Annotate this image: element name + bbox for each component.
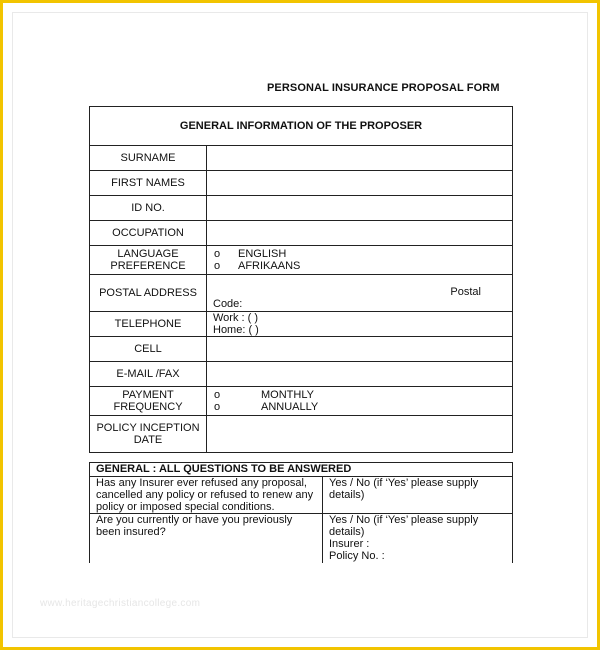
language-label (90, 246, 207, 275)
option-label: ANNUALLY (261, 401, 319, 413)
question-insured (90, 514, 323, 563)
proposer-info-table (89, 106, 513, 453)
payment-frequency-label (90, 387, 207, 416)
row-first-names (90, 171, 513, 196)
postal-word: Postal (450, 286, 481, 298)
answer-line: details) (329, 489, 365, 501)
question-row-insured (90, 514, 513, 563)
id-no-field[interactable] (207, 196, 513, 221)
row-cell (90, 337, 513, 362)
postal-address-label: POSTAL ADDRESS (90, 275, 207, 312)
telephone-label: TELEPHONE (90, 312, 207, 337)
cell-label: CELL (90, 337, 207, 362)
section-title: GENERAL INFORMATION OF THE PROPOSER (90, 107, 513, 146)
email-fax-field[interactable] (207, 362, 513, 387)
question-line: Has any Insurer ever refused any proposal, (96, 477, 307, 489)
language-label-line2: PREFERENCE (110, 260, 186, 272)
checkbox-icon: o (214, 260, 221, 272)
postal-address-field[interactable] (207, 275, 513, 312)
first-names-field[interactable] (207, 171, 513, 196)
row-language (90, 246, 513, 275)
occupation-label: OCCUPATION (90, 221, 207, 246)
id-no-label: ID NO. (90, 196, 207, 221)
cell-field[interactable] (207, 337, 513, 362)
row-occupation (90, 221, 513, 246)
insurer-label: Insurer : (329, 538, 370, 550)
telephone-work: Work : ( ) (213, 312, 259, 324)
row-surname (90, 146, 513, 171)
question-line: been insured? (96, 526, 166, 538)
language-option-english[interactable] (207, 248, 512, 260)
answer-line: Yes / No (if ‘Yes’ please supply (329, 477, 479, 489)
inception-label-line1: POLICY INCEPTION (96, 422, 200, 434)
question-line: cancelled any policy or refused to renew any (96, 489, 314, 501)
answer-line: Yes / No (if ‘Yes’ please supply (329, 514, 479, 526)
first-names-label: FIRST NAMES (90, 171, 207, 196)
row-email-fax (90, 362, 513, 387)
row-postal-address (90, 275, 513, 312)
inception-label-line2: DATE (133, 434, 163, 446)
payment-option-monthly[interactable] (207, 389, 512, 401)
payment-options (207, 387, 513, 416)
language-label-line1: LANGUAGE (117, 248, 179, 260)
email-fax-label: E-MAIL /FAX (90, 362, 207, 387)
postal-code-label: Code: (213, 298, 243, 310)
checkbox-icon: o (214, 401, 221, 413)
answer-insured[interactable] (323, 514, 513, 563)
question-row-refused (90, 477, 513, 514)
answer-line: details) (329, 526, 365, 538)
policy-inception-field[interactable] (207, 416, 513, 453)
payment-option-annually[interactable] (207, 401, 512, 413)
telephone-field[interactable] (207, 312, 513, 337)
form-title: PERSONAL INSURANCE PROPOSAL FORM (267, 82, 500, 94)
option-label: ENGLISH (238, 248, 287, 260)
policy-no-label: Policy No. : (329, 550, 385, 562)
row-policy-inception (90, 416, 513, 453)
option-label: AFRIKAANS (238, 260, 301, 272)
row-id-no (90, 196, 513, 221)
questions-header-row (90, 463, 513, 477)
questions-table (89, 462, 513, 563)
section-header-row (90, 107, 513, 146)
language-option-afrikaans[interactable] (207, 260, 512, 272)
surname-field[interactable] (207, 146, 513, 171)
language-options (207, 246, 513, 275)
checkbox-icon: o (214, 248, 221, 260)
question-line: Are you currently or have you previously (96, 514, 293, 526)
option-label: MONTHLY (261, 389, 314, 401)
questions-header: GENERAL : ALL QUESTIONS TO BE ANSWERED (90, 463, 513, 477)
policy-inception-label (90, 416, 207, 453)
question-line: policy or imposed special conditions. (96, 501, 275, 513)
answer-refused[interactable] (323, 477, 513, 514)
row-telephone (90, 312, 513, 337)
row-payment-frequency (90, 387, 513, 416)
surname-label: SURNAME (90, 146, 207, 171)
payment-label-line2: FREQUENCY (113, 401, 183, 413)
payment-label-line1: PAYMENT (122, 389, 174, 401)
occupation-field[interactable] (207, 221, 513, 246)
question-refused (90, 477, 323, 514)
telephone-home: Home: ( ) (213, 324, 259, 336)
checkbox-icon: o (214, 389, 221, 401)
watermark-text: www.heritagechristiancollege.com (40, 598, 201, 609)
